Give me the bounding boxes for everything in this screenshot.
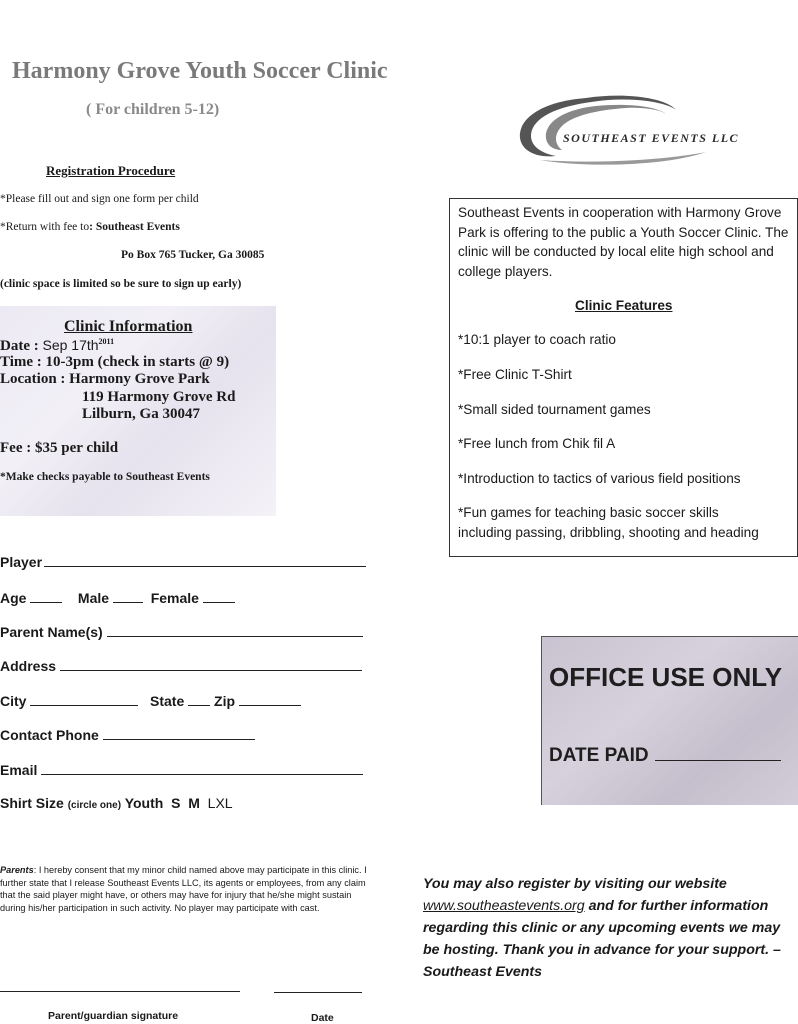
female-input-line[interactable] [203,588,235,603]
female-label: Female [150,590,199,606]
website-note-prefix: You may also register by visiting our website [423,876,727,892]
size-l[interactable]: L [207,795,216,811]
state-input-line[interactable] [188,691,210,706]
shirt-size-label: Shirt Size [0,795,64,811]
age-input-line[interactable] [30,588,62,603]
return-fee-label: *Return with fee to [0,221,90,233]
city-label: City [0,693,27,709]
consent-body: : I hereby consent that my minor child named above may participate in this clinic. I further state that I release Southeast Events LLC, its agents or employees, from any claim that the said player might have, or others may have for injury that he/she might sustain during his/her participation in such activity. No player may participate with cast. [0,865,367,913]
size-s[interactable]: S [171,795,181,811]
website-note-suffix: and for further information regarding this clinic or any upcoming events we may be hosting. Thank you in advance for your support. – Southeast Events [423,898,781,980]
features-heading: Clinic Features [575,298,673,313]
feature-item: *Fun games for teaching basic soccer skills [458,505,719,520]
feature-item: *Introduction to tactics of various field positions [458,471,741,486]
feature-item: *Free Clinic T-Shirt [458,367,572,382]
zip-label: Zip [214,693,236,709]
player-label: Player [0,554,43,570]
date-paid-field[interactable] [549,740,781,767]
clinic-info-heading: Clinic Information [64,318,193,335]
player-field[interactable] [0,552,366,570]
clinic-description: Southeast Events in cooperation with Harmony Grove Park is offering to the public a Youth Soccer Clinic. The clinic will be conducted by local elite high school and college players. [458,205,789,279]
contact-phone-input-line[interactable] [103,725,255,740]
signature-line[interactable] [0,991,240,992]
state-label: State [150,693,185,709]
shirt-size-row [0,795,233,811]
return-fee-org: : Southeast Events [89,221,180,233]
contact-phone-label: Contact Phone [0,727,99,743]
address-field[interactable] [0,656,362,674]
parent-name-input-line[interactable] [107,622,363,637]
registration-heading: Registration Procedure [46,163,176,178]
male-label: Male [77,590,110,606]
consent-label: Parents [0,865,34,875]
age-gender-row [0,588,235,606]
city-state-zip-row [0,691,301,709]
email-input-line[interactable] [41,760,363,775]
date-paid-label: DATE PAID [549,745,649,766]
registration-line-1: *Please fill out and sign one form per child [0,193,199,205]
email-label: Email [0,762,38,778]
size-xl[interactable]: XL [215,795,233,811]
page-subtitle: ( For children 5-12) [86,101,220,118]
feature-item: *Free lunch from Chik fil A [458,436,616,451]
clinic-fee: Fee : $35 per child [0,440,119,456]
consent-text [0,864,372,914]
contact-phone-field[interactable] [0,725,255,743]
website-link[interactable]: www.southeastevents.org [423,898,585,914]
clinic-checks-note: *Make checks payable to Southeast Events [0,471,210,483]
registration-address: Po Box 765 Tucker, Ga 30085 [121,249,265,261]
youth-label: Youth [124,795,164,811]
clinic-address-2: Lilburn, Ga 30047 [82,406,200,422]
feature-item: *Small sided tournament games [458,402,651,417]
logo-text: SOUTHEAST EVENTS LLC [563,131,740,145]
clinic-date-label: Date : [0,338,39,354]
player-input-line[interactable] [44,552,366,567]
parent-name-label: Parent Name(s) [0,624,103,640]
email-field[interactable] [0,760,363,778]
page-title: Harmony Grove Youth Soccer Clinic [12,58,388,84]
signature-date-label: Date [311,1012,334,1024]
office-use-title: OFFICE USE ONLY [549,662,783,692]
registration-note: (clinic space is limited so be sure to sign up early) [0,278,242,290]
zip-input-line[interactable] [239,691,301,706]
address-label: Address [0,658,57,674]
clinic-address-1: 119 Harmony Grove Rd [82,389,236,405]
website-note [423,873,795,983]
date-paid-input-line[interactable] [655,740,781,761]
feature-item-continued: including passing, dribbling, shooting and heading [458,525,759,540]
signature-date-line[interactable] [274,992,362,993]
city-input-line[interactable] [30,691,138,706]
signature-label: Parent/guardian signature [48,1010,179,1022]
clinic-location: Location : Harmony Grove Park [0,371,210,387]
address-input-line[interactable] [60,656,362,671]
male-input-line[interactable] [113,588,143,603]
registration-line-2 [0,221,180,233]
clinic-date-value: Sep 17th [42,337,99,353]
feature-item: *10:1 player to coach ratio [458,332,616,347]
parent-name-field[interactable] [0,622,363,640]
clinic-date [0,337,114,355]
clinic-date-year: 2011 [98,337,115,346]
clinic-time: Time : 10-3pm (check in starts @ 9) [0,354,230,370]
age-label: Age [0,590,27,606]
size-m[interactable]: M [188,795,200,811]
circle-one-note: (circle one) [67,800,122,811]
